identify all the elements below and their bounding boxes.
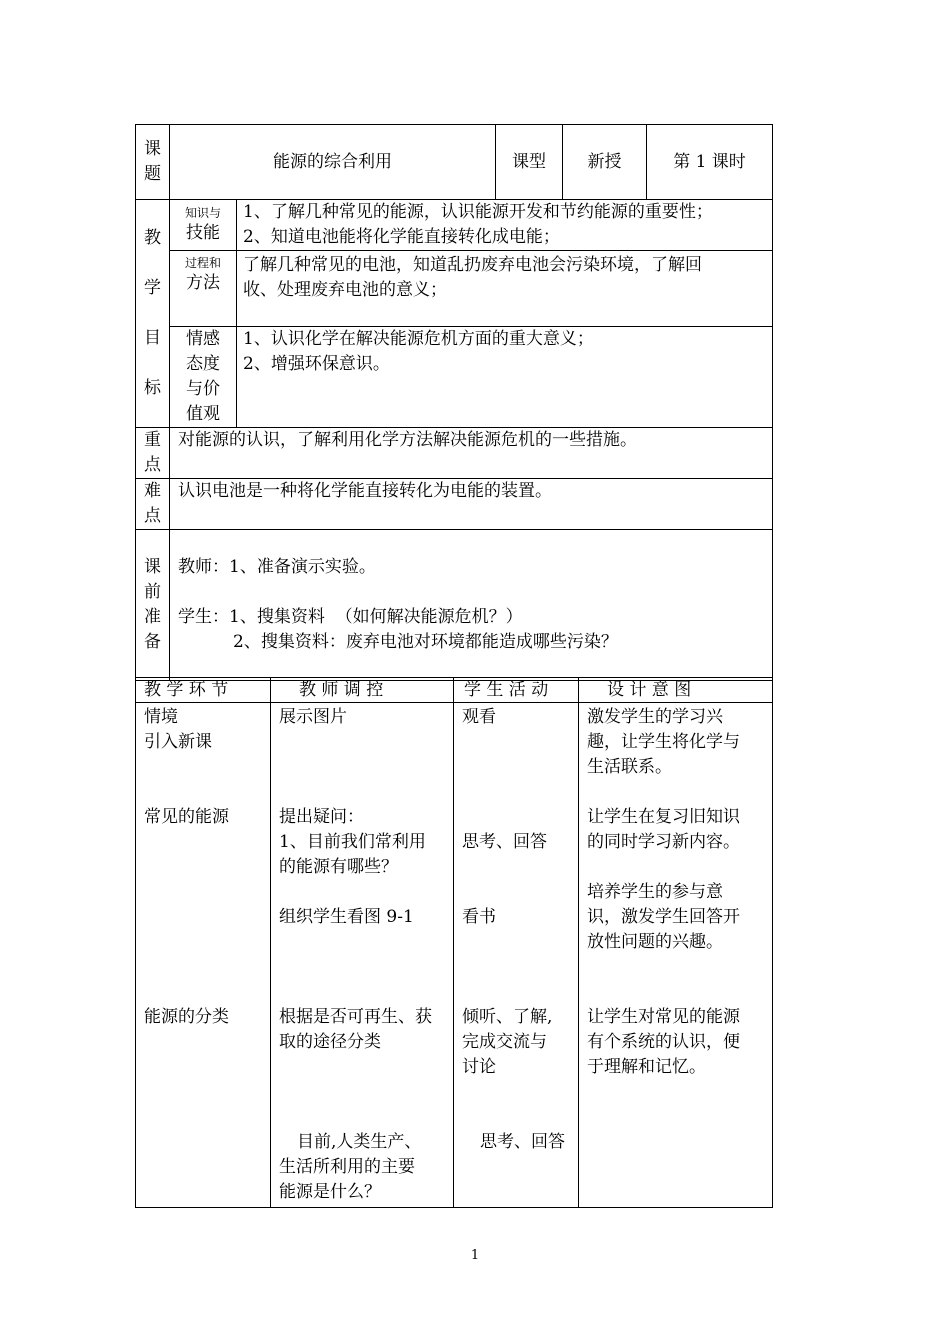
process-label-cell bbox=[170, 251, 237, 327]
lesson-period: 第 1 课时 bbox=[647, 125, 773, 200]
emotion-label-line: 与价 bbox=[186, 379, 220, 399]
student-column bbox=[454, 703, 579, 1208]
process-objectives bbox=[237, 251, 773, 327]
key-point-label-char: 重 bbox=[144, 430, 161, 450]
preparation-label-char: 备 bbox=[144, 632, 161, 652]
knowledge-objectives bbox=[237, 200, 773, 251]
emotion-label-line: 值观 bbox=[186, 404, 220, 424]
emotion-label-line: 态度 bbox=[186, 354, 220, 374]
teacher-item: 根据是否可再生、获 bbox=[279, 1007, 432, 1027]
topic-label-char: 题 bbox=[144, 164, 161, 184]
teacher-item: 生活所利用的主要 bbox=[279, 1157, 415, 1177]
preparation-label-char: 准 bbox=[144, 607, 161, 627]
intent-item: 培养学生的参与意 bbox=[587, 882, 723, 902]
teacher-item: 能源是什么？ bbox=[279, 1182, 381, 1202]
preparation-content bbox=[170, 530, 773, 681]
teacher-item: 展示图片 bbox=[279, 707, 347, 727]
intent-item: 激发学生的学习兴 bbox=[587, 707, 723, 727]
knowledge-label-top: 知识与 bbox=[184, 205, 221, 220]
teacher-item: 1、目前我们常利用 bbox=[279, 832, 426, 852]
student-item: 看书 bbox=[462, 907, 496, 927]
knowledge-line: 1、了解几种常见的能源，认识能源开发和节约能源的重要性； bbox=[243, 202, 713, 222]
difficulty-label-char: 点 bbox=[144, 506, 161, 526]
intent-item: 于理解和记忆。 bbox=[587, 1057, 706, 1077]
difficulty-label-char: 难 bbox=[144, 481, 161, 501]
stage-item: 引入新课 bbox=[144, 732, 212, 752]
preparation-label-char: 前 bbox=[144, 582, 161, 602]
preparation-label bbox=[136, 530, 170, 681]
student-item: 观看 bbox=[462, 707, 496, 727]
teacher-item: 取的途径分类 bbox=[279, 1032, 381, 1052]
student-item: 完成交流与 bbox=[462, 1032, 547, 1052]
teacher-item: 的能源有哪些？ bbox=[279, 857, 398, 877]
intent-item: 趣，让学生将化学与 bbox=[587, 732, 740, 752]
lesson-info-table bbox=[135, 124, 773, 681]
preparation-teacher: 教师：1、准备演示实验。 bbox=[178, 557, 376, 577]
student-item: 思考、回答 bbox=[480, 1132, 565, 1152]
teaching-process-table bbox=[135, 677, 773, 1208]
preparation-label-char: 课 bbox=[144, 557, 161, 577]
page-number: 1 bbox=[470, 1248, 480, 1263]
stage-item: 常见的能源 bbox=[144, 807, 229, 827]
emotion-label-line: 情感 bbox=[186, 329, 220, 349]
intent-item: 放性问题的兴趣。 bbox=[587, 932, 723, 952]
lesson-title: 能源的综合利用 bbox=[170, 125, 496, 200]
key-point-label-char: 点 bbox=[144, 455, 161, 475]
objectives-side-char: 学 bbox=[144, 278, 161, 298]
preparation-student-2: 2、搜集资料：废弃电池对环境都能造成哪些污染？ bbox=[233, 632, 618, 652]
emotion-label-cell bbox=[170, 327, 237, 428]
preparation-student-1: 学生：1、搜集资料 （如何解决能源危机？） bbox=[178, 607, 523, 627]
difficulty-label bbox=[136, 479, 170, 530]
student-item: 思考、回答 bbox=[462, 832, 547, 852]
teacher-column bbox=[271, 703, 454, 1208]
intent-item: 有个系统的认识，便 bbox=[587, 1032, 740, 1052]
header-teacher: 教 师 调 控 bbox=[271, 678, 454, 703]
stage-item: 情境 bbox=[144, 707, 178, 727]
header-student: 学 生 活 动 bbox=[454, 678, 579, 703]
knowledge-label-bottom: 技能 bbox=[186, 222, 220, 243]
objectives-side-label bbox=[136, 200, 170, 428]
intent-item: 让学生在复习旧知识 bbox=[587, 807, 740, 827]
key-point-text: 对能源的认识，了解利用化学方法解决能源危机的一些措施。 bbox=[170, 428, 773, 479]
objectives-side-char: 教 bbox=[144, 228, 161, 248]
student-item: 讨论 bbox=[462, 1057, 496, 1077]
process-line: 了解几种常见的电池，知道乱扔废弃电池会污染环境，了解回 bbox=[243, 255, 702, 275]
intent-item: 让学生对常见的能源 bbox=[587, 1007, 740, 1027]
emotion-line: 2、增强环保意识。 bbox=[243, 354, 390, 374]
key-point-label bbox=[136, 428, 170, 479]
student-item: 倾听、了解, bbox=[462, 1007, 553, 1027]
difficulty-text: 认识电池是一种将化学能直接转化为电能的装置。 bbox=[170, 479, 773, 530]
stage-item: 能源的分类 bbox=[144, 1007, 229, 1027]
knowledge-label-cell bbox=[170, 200, 237, 251]
intent-column bbox=[579, 703, 773, 1208]
intent-item: 识，激发学生回答开 bbox=[587, 907, 740, 927]
lesson-type-label: 课型 bbox=[496, 125, 563, 200]
objectives-side-char: 目 bbox=[144, 328, 161, 348]
emotion-line: 1、认识化学在解决能源危机方面的重大意义； bbox=[243, 329, 594, 349]
process-line: 收、处理废弃电池的意义； bbox=[243, 280, 447, 300]
header-stage: 教 学 环 节 bbox=[136, 678, 271, 703]
process-label-top: 过程和 bbox=[184, 256, 221, 270]
emotion-objectives bbox=[237, 327, 773, 428]
topic-label-char: 课 bbox=[144, 139, 161, 159]
stage-column bbox=[136, 703, 271, 1208]
intent-item: 的同时学习新内容。 bbox=[587, 832, 740, 852]
intent-item: 生活联系。 bbox=[587, 757, 672, 777]
knowledge-line: 2、知道电池能将化学能直接转化成电能； bbox=[243, 227, 560, 247]
lesson-type-value: 新授 bbox=[563, 125, 647, 200]
process-label-bottom: 方法 bbox=[186, 273, 220, 293]
header-intent: 设 计 意 图 bbox=[579, 678, 773, 703]
topic-label-cell bbox=[136, 125, 170, 200]
objectives-side-char: 标 bbox=[144, 378, 161, 398]
teacher-item: 提出疑问： bbox=[279, 807, 364, 827]
teacher-item: 目前,人类生产、 bbox=[297, 1132, 422, 1152]
teacher-item: 组织学生看图 9-1 bbox=[279, 907, 414, 927]
